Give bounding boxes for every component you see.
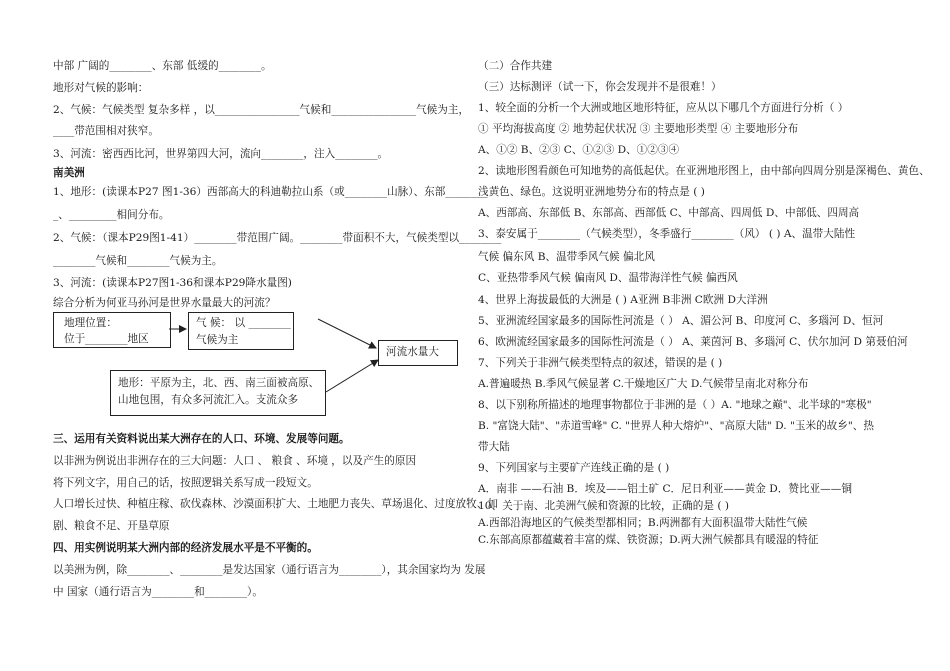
text-line: 将下列文字，用自己的话，按照逻辑关系写成一段短文。 bbox=[53, 477, 318, 489]
text-line: 10、关于南、北美洲气候和资源的比较，正确的是 ( ) bbox=[478, 500, 729, 512]
text-line: 3、河流：(读课本P27图1-36和课本P29降水量图) bbox=[53, 277, 292, 289]
text-line: 浅黄色、绿色。这说明亚洲地势分布的特点是 ( ) bbox=[478, 186, 705, 198]
text-line: 2、读地形图看颜色可知地势的高低起伏。在亚洲地形图上，由中部向四周分别是深褐色、黄色、 bbox=[478, 165, 930, 177]
section-heading: 四、用实例说明某大洲内部的经济发展水平是不平衡的。 bbox=[53, 542, 318, 554]
text-line: 2、气候：（课本P29图1-41）________带范围广阔。________带面积不大，气候类型以________ bbox=[53, 232, 502, 244]
text-line: 中部 广阔的________、东部 低缓的________。 bbox=[53, 60, 272, 72]
text-line: 以美洲为例，除________、________是发达国家（通行语言为________），其余国家均为 发展 bbox=[53, 564, 486, 576]
box-location-label: 地理位置： bbox=[64, 317, 117, 329]
text-line: C.东部高原都蕴藏着丰富的煤、铁资源；D.两大洲气候都具有暖湿的特征 bbox=[478, 534, 819, 546]
section-heading: 三、运用有关资料说出某大洲存在的人口、环境、发展等问题。 bbox=[53, 433, 350, 445]
text-line: （二）合作共建 bbox=[478, 60, 553, 72]
text-line: 带大陆 bbox=[478, 441, 510, 453]
arrow-climate-to-river bbox=[318, 319, 376, 348]
box-terrain-line1: 地形：平原为主，北、西、南三面被高原、 bbox=[118, 377, 320, 389]
box-climate-label: 气 候： 以 ________ bbox=[196, 317, 291, 329]
text-line: 5、亚洲流经国家最多的国际性河流是（ ） A、湄公河 B、印度河 C、多瑙河 D、恒河 bbox=[478, 315, 884, 327]
text-line: ____带范围相对狭窄。 bbox=[53, 125, 159, 137]
box-climate-value: 气候为主 bbox=[196, 334, 239, 346]
text-line: ________气候和________气候为主。 bbox=[53, 255, 223, 267]
text-line: 6、欧洲流经国家最多的国际性河流是（ ） A、莱茵河 B、多瑙河 C、伏尔加河 D 第聂伯河 bbox=[478, 336, 908, 348]
text-line: 以非洲为例说出非洲存在的三大问题：人口 、 粮食 、环境 ，以及产生的原因 bbox=[53, 455, 417, 467]
text-line: 4、世界上海拔最低的大洲是 ( ) A亚洲 B非洲 C欧洲 D大洋洲 bbox=[478, 294, 768, 306]
text-line: 人口增长过快、种植庄稼、砍伐森林、沙漠面积扩大、土地肥力丧失、草场退化、过度放牧、加 bbox=[53, 498, 498, 510]
text-line: 地形对气候的影响： bbox=[53, 82, 149, 94]
text-line: 3、河流：密西西比河，世界第四大河，流向________，注入________。 bbox=[53, 148, 389, 160]
text-line: A.西部沿海地区的气候类型都相同；B.两洲都有大面积温带大陆性气候 bbox=[478, 517, 808, 529]
text-line: 中 国家（通行语言为________和________）。 bbox=[53, 586, 263, 598]
text-line: C、亚热带季风气候 偏南风 D、温带海洋性气候 偏西风 bbox=[478, 272, 738, 284]
text-line: A、①② B、②③ C、①②③ D、①②③④ bbox=[478, 144, 680, 156]
text-line: 气候 偏东风 B、温带季风气候 偏北风 bbox=[478, 251, 655, 263]
text-line: _、_________相间分布。 bbox=[53, 209, 170, 221]
box-river-volume-label: 河流水量大 bbox=[386, 346, 439, 358]
text-line: 2、气候：气候类型 复杂多样 ，以________________气候和________________气候为主， bbox=[53, 104, 470, 116]
text-line: 剧、粮食不足、开垦草原 bbox=[53, 520, 170, 532]
text-line: A.普遍暖热 B.季风气候显著 C.干燥地区广大 D.气候带呈南北对称分布 bbox=[478, 378, 809, 390]
text-line: 3、泰安属于________（气候类型），冬季盛行________（风） ( ) A、温带大陆性 bbox=[478, 228, 856, 240]
text-line: B. "富饶大陆"、"赤道雪峰" C. "世界人种大熔炉"、"高原大陆" D. "玉米的故乡"、热 bbox=[478, 420, 874, 432]
text-line: A．南非 ——石油 B．埃及——铝土矿 C．尼日利亚——黄金 D．赞比亚——铜 bbox=[478, 483, 852, 495]
box-terrain-line2: 山地包围，有众多河流汇入。支流众多 bbox=[118, 394, 299, 406]
text-line: 1、较全面的分析一个大洲或地区地形特征，应从以下哪几个方面进行分析（ ） bbox=[478, 102, 849, 114]
text-line: 9、下列国家与主要矿产连线正确的是 ( ) bbox=[478, 462, 670, 474]
text-line: 综合分析为何亚马孙河是世界水量最大的河流？ bbox=[53, 297, 276, 309]
text-line: 7、下列关于非洲气候类型特点的叙述，错误的是 ( ) bbox=[478, 357, 723, 369]
box-location-value: 位于________地区 bbox=[64, 333, 149, 345]
text-line: A、西部高、东部低 B、东部高、西部低 C、中部高、四周低 D、中部低、四周高 bbox=[478, 207, 860, 219]
arrow-terrain-to-river bbox=[326, 360, 378, 392]
text-line: 8、以下别称所描述的地理事物都位于非洲的是（ ）A. "地球之巅"、北半球的"寒极" bbox=[478, 399, 872, 411]
text-line: ① 平均海拔高度 ② 地势起伏状况 ③ 主要地形类型 ④ 主要地形分布 bbox=[478, 123, 799, 135]
section-heading: 南美洲 bbox=[53, 167, 85, 179]
text-line: （三）达标测评（试一下，你会发现并不是很难！） bbox=[478, 81, 722, 93]
text-line: 1、地形：(读课本P27 图1-36）西部高大的科迪勒拉山系（或________山脉）、东部________ bbox=[53, 186, 488, 198]
